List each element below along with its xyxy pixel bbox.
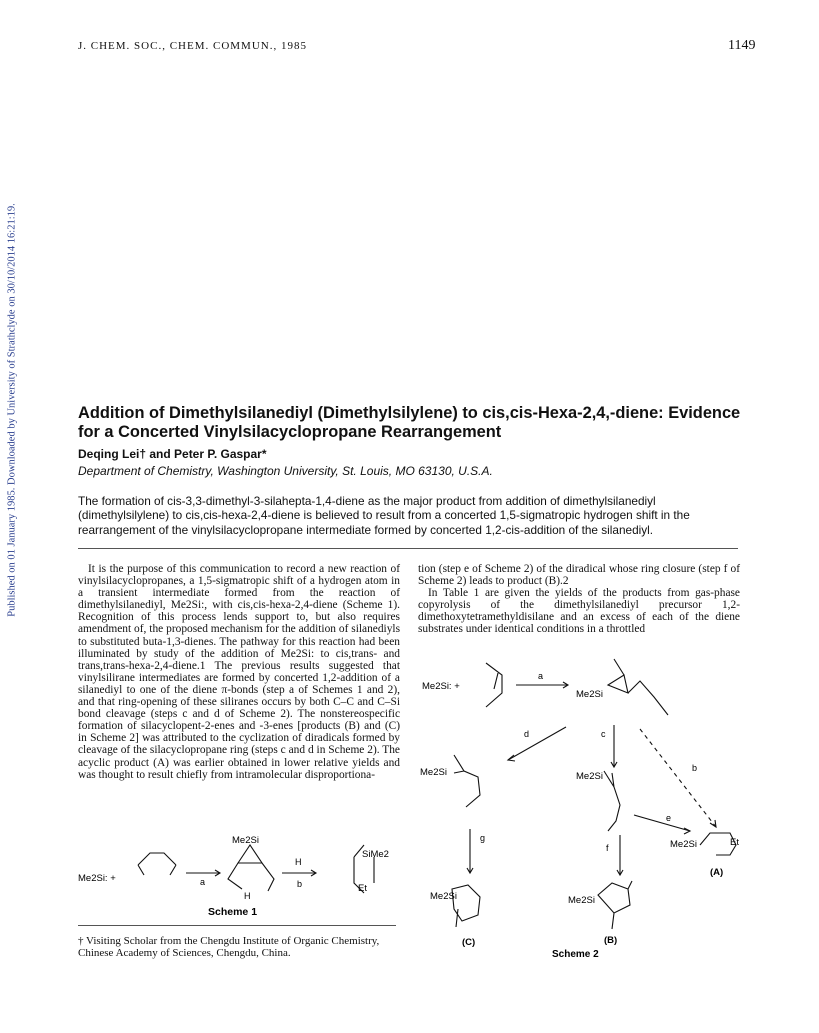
scheme2-step-a: a [538, 671, 544, 681]
scheme1-h-top: H [295, 857, 302, 867]
scheme2-step-d: d [524, 729, 530, 739]
silirane-structure [228, 845, 274, 891]
paragraph-continuation: tion (step e of Scheme 2) of the diradical whose ring closure (step f of Scheme 2) leads to product (B).2 [418, 563, 740, 588]
abstract-divider [78, 548, 738, 549]
scheme1-step-a: a [200, 877, 206, 887]
column-left [78, 563, 400, 781]
paragraph-table-intro: In Table 1 are given the yields of the products from gas-phase copyrolysis of the dimethylsilanediyl precursor 1,2-dimethoxytetramethyldisilane and an excess of each of the diene substrates under identical conditions in a throttled [418, 587, 740, 636]
scheme-1-label: Scheme 1 [208, 906, 258, 918]
scheme2-reagent: Me2Si: + [422, 681, 460, 692]
footnote [78, 935, 408, 959]
scheme2-step-b: b [692, 763, 698, 773]
page-number: 1149 [728, 38, 756, 53]
paragraph-intro: It is the purpose of this communication to record a new reaction of vinylsilacyclopropanes, a 1,5-sigmatropic shift of a hydrogen atom in a transient intermediate formed from the reaction of dimethylsilanediyl, Me2Si:, with cis,cis-hexa-2,4-diene (Scheme 1). Recognition of this process lends support to, but also requires amendment of, the proposed mechanism for the addition of silanediyls to substituted buta-1,3-dienes. The pathway for this reaction had been illuminated by study of the addition of Me2Si: to cis,trans- and trans,trans-hexa-2,4-diene.1 The previous results suggested that vinylsilirane intermediates are formed by concerted 1,2-addition of a silanediyl to one of the diene π-bonds (step a of Schemes 1 and 2), and that ring-opening of these siliranes occurs by both C–C and C–Si bond cleavage (steps c and d of Scheme 2). The nonstereospecific formation of silacyclopent-2-enes and -3-enes [products (B) and (C) in Scheme 2] was attributed to the cyclization of diradicals formed by cleavage of the silacyclopropane ring (steps c and d in Scheme 2). The acyclic product (A) was earlier obtained in lower relative yields and was thought to result chiefly from intramolecular disproportiona- [78, 563, 400, 781]
scheme1-et: Et [358, 883, 367, 894]
scheme2-me2si-top: Me2Si [576, 689, 603, 700]
product-c-label: (C) [462, 937, 476, 948]
scheme2-me2si-right: Me2Si [576, 771, 603, 782]
affiliation: Department of Chemistry, Washington University, St. Louis, MO 63130, U.S.A. [78, 464, 493, 478]
footnote-line-2: Chinese Academy of Sciences, Chengdu, China. [78, 947, 291, 959]
journal-header: J. CHEM. SOC., CHEM. COMMUN., 1985 [78, 40, 307, 52]
diene-structure-2 [486, 663, 502, 707]
scheme2-step-e: e [666, 813, 672, 823]
scheme2-step-c: c [601, 729, 606, 739]
scheme2-me2si-c: Me2Si [430, 891, 457, 902]
scheme1-reagent: Me2Si: + [78, 873, 116, 884]
article-title [78, 404, 758, 442]
scheme2-arrow-e [634, 815, 690, 831]
product-b-structure [598, 881, 632, 929]
diradical-left [454, 755, 480, 807]
abstract: The formation of cis-3,3-dimethyl-3-silahepta-1,4-diene as the major product from addition of dimethylsilanediyl (dimethylsilylene) to cis,cis-hexa-2,4-diene is believed to result from a concerted 1,5-sigmatropic hydrogen shift in the rearrangement of the vinylsilacyclopropane intermediate formed by concerted 1,2-cis-addition of the silanediyl. [78, 494, 690, 537]
scheme2-step-g: g [480, 833, 486, 843]
vinylsilirane-structure [608, 659, 668, 715]
scheme-2-label: Scheme 2 [552, 949, 599, 960]
scheme2-me2si-a: Me2Si [670, 839, 697, 850]
product-a-label: (A) [710, 867, 724, 878]
scheme1-step-b: b [297, 879, 303, 889]
title-line-2: for a Concerted Vinylsilacyclopropane Rearrangement [78, 423, 502, 441]
authors: Deqing Lei† and Peter P. Gaspar* [78, 447, 267, 461]
scheme2-me2si-b: Me2Si [568, 895, 595, 906]
footnote-line-1: † Visiting Scholar from the Chengdu Institute of Organic Chemistry, [78, 935, 380, 947]
scheme2-et: Et [730, 837, 739, 848]
download-note [0, 190, 24, 630]
scheme1-h-bottom: H [244, 891, 251, 901]
product-b-label: (B) [604, 935, 618, 946]
diene-structure [138, 853, 176, 875]
diradical-right [604, 771, 620, 831]
column-right [418, 563, 740, 636]
scheme2-arrow-b [640, 729, 716, 827]
scheme2-arrow-d [508, 727, 566, 760]
scheme1-me2si: Me2Si [232, 835, 259, 846]
scheme2-step-f: f [606, 843, 609, 853]
scheme2-me2si-left: Me2Si [420, 767, 447, 778]
footnote-divider [78, 925, 396, 926]
download-note-text: Published on 01 January 1985. Downloaded by University of Strathclyde on 30/10/2014 16:21:19. [6, 203, 18, 617]
title-line-1: Addition of Dimethylsilanediyl (Dimethylsilylene) to cis,cis-Hexa-2,4,-diene: Evidence [78, 404, 741, 422]
scheme-1-diagram [78, 835, 408, 920]
scheme1-sime2: SiMe2 [362, 849, 389, 860]
scheme-2-diagram [418, 645, 748, 960]
